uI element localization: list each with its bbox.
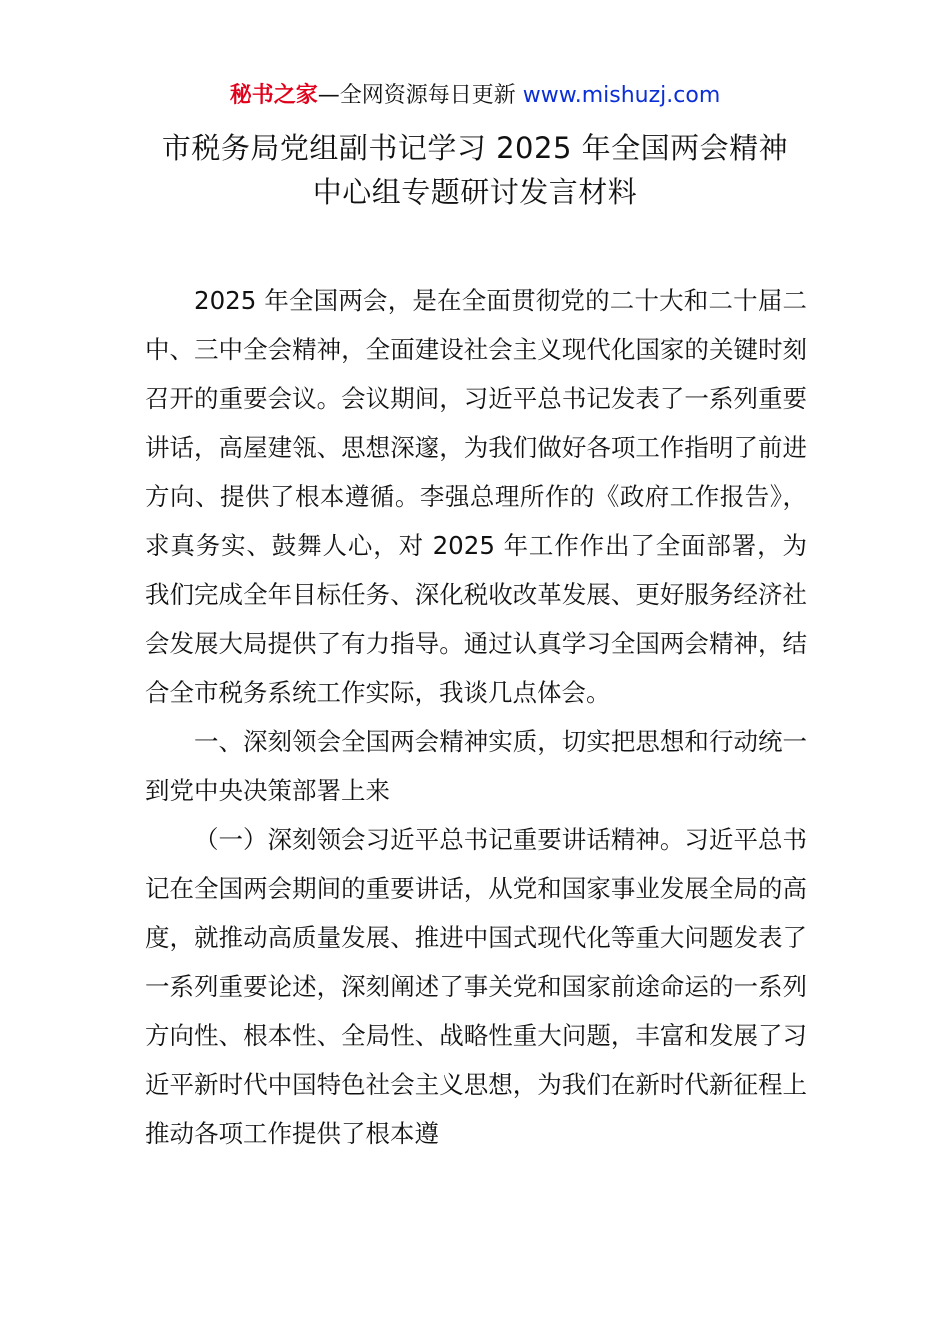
intro-paragraph: 2025 年全国两会，是在全面贯彻党的二十大和二十届二中、三中全会精神，全面建设社会主义现代化国家的关键时刻召开的重要会议。会议期间，习近平总书记发表了一系列重要讲话，高屋建瓴、思想深邃，为我们做好各项工作指明了前进方向、提供了根本遵循。李强总理所作的《政府工作报告》，求真务实、鼓舞人心，对 2025 年工作作出了全面部署，为我们完成全年目标任务、深化税收改革发展、更好服务经济社会发展大局提供了有力指导。通过认真学习全国两会精神，结合全市税务系统工作实际，我谈几点体会。 [145, 286, 807, 707]
title-line-2: 中心组专题研讨发言材料 [312, 175, 638, 209]
site-brand: 秘书之家 [229, 83, 318, 108]
section-heading-1: 一、深刻领会全国两会精神实质，切实把思想和行动统一到党中央决策部署上来 [145, 727, 807, 805]
site-tagline: —全网资源每日更新 [317, 83, 523, 108]
document-body [145, 276, 807, 1158]
subsection-paragraph-1: （一）深刻领会习近平总书记重要讲话精神。习近平总书记在全国两会期间的重要讲话，从党和国家事业发展全局的高度，就推动高质量发展、推进中国式现代化等重大问题发表了一系列重要论述，深刻阐述了事关党和国家前途命运的一系列方向性、根本性、全局性、战略性重大问题，丰富和发展了习近平新时代中国特色社会主义思想，为我们在新时代新征程上推动各项工作提供了根本遵 [145, 825, 807, 1148]
site-url-link[interactable]: www.mishuzj.com [522, 83, 721, 108]
document-title [0, 126, 950, 214]
title-line-1: 市税务局党组副书记学习 2025 年全国两会精神 [161, 131, 789, 165]
site-header [0, 80, 950, 112]
